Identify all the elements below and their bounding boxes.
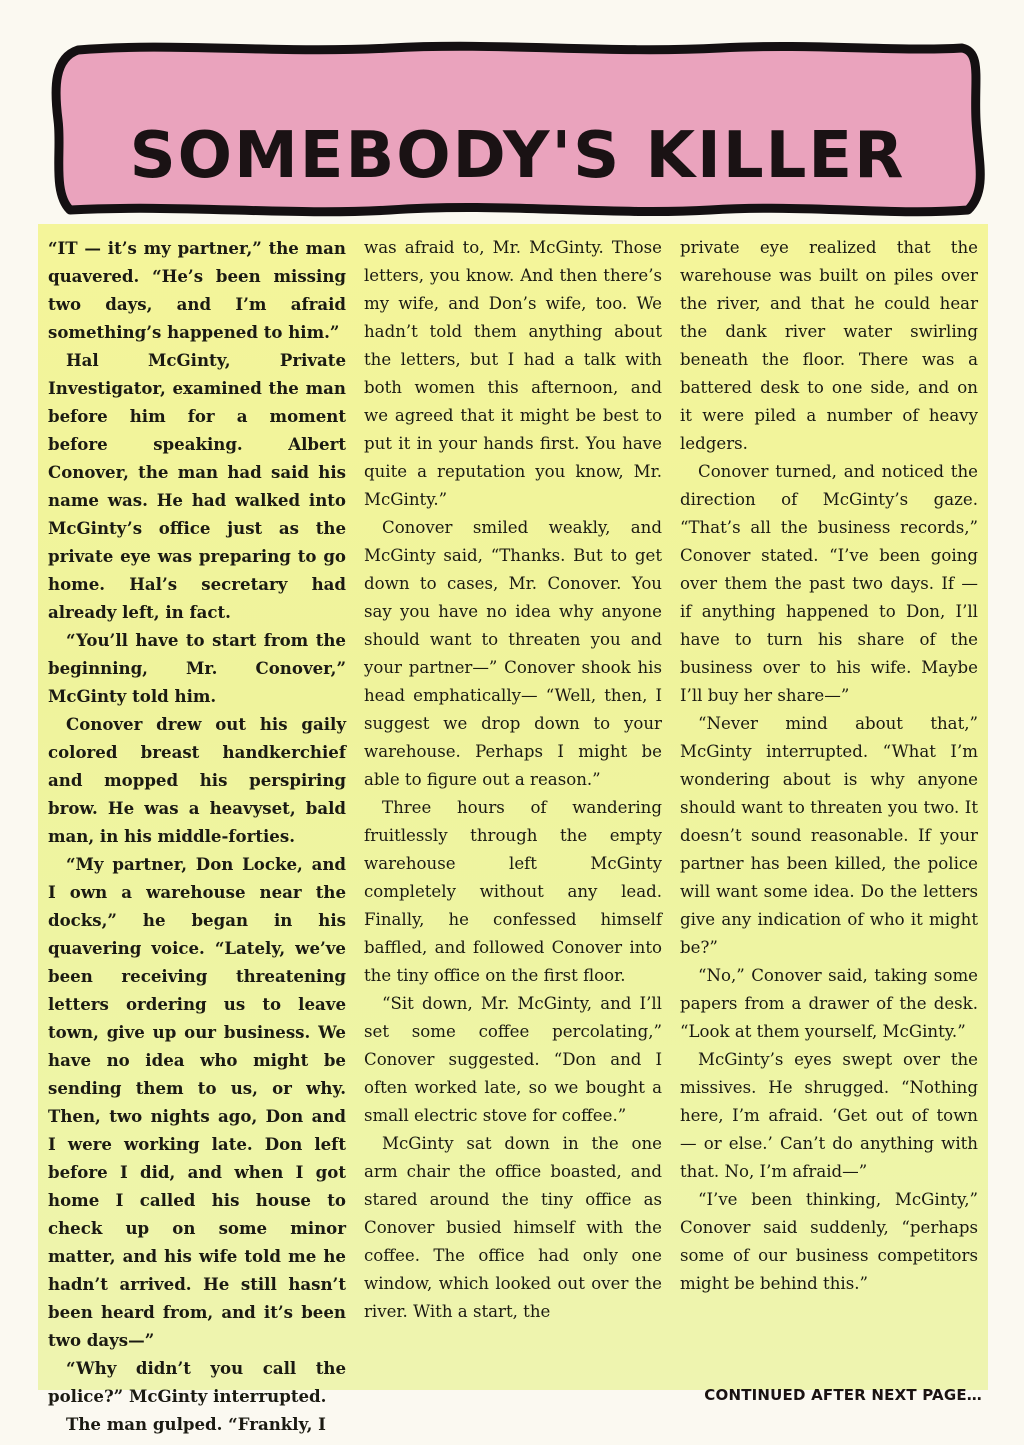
text-column-2 xyxy=(364,234,662,1390)
paragraph: Conover drew out his gaily colored breast handkerchief and mopped his perspiring brow. He was a heavyset, bald man, in his middle-forties. xyxy=(48,714,346,846)
paragraph: Conover turned, and noticed the direction of McGinty’s gaze. “That’s all the business records,” Conover stated. “I’ve been going over them the past two days. If — if anything happened to Don, I’ll have to turn his share of the business over to his wife. Maybe I’ll buy her share—” xyxy=(680,462,978,705)
text-column-1 xyxy=(48,234,346,1434)
paragraph: “You’ll have to start from the beginning, Mr. Conover,” McGinty told him. xyxy=(48,630,346,706)
paragraph: Three hours of wandering fruitlessly through the empty warehouse left McGinty completely without any lead. Finally, he confessed himself baffled, and followed Conover into the tiny office on the first floor. xyxy=(364,798,662,985)
paragraph: The man gulped. “Frankly, I xyxy=(66,1414,326,1434)
paragraph: “Sit down, Mr. McGinty, and I’ll set some coffee percolating,” Conover suggested. “Don and I often worked late, so we bought a small electric stove for coffee.” xyxy=(364,994,662,1125)
paragraph: was afraid to, Mr. McGinty. Those letters, you know. And then there’s my wife, and Don’s wife, too. We hadn’t told them anything about the letters, but I had a talk with both women this afternoon, and we agreed that it might be best to put it in your hands first. You have quite a reputation you know, Mr. McGinty.” xyxy=(364,238,662,509)
paragraph: McGinty’s eyes swept over the missives. He shrugged. “Nothing here, I’m afraid. ‘Get out of town — or else.’ Can’t do anything with that. No, I’m afraid—” xyxy=(680,1050,978,1181)
paragraph: “No,” Conover said, taking some papers from a drawer of the desk. “Look at them yourself, McGinty.” xyxy=(680,966,978,1041)
paragraph: “Never mind about that,” McGinty interrupted. “What I’m wondering about is why anyone should want to threaten you two. It doesn’t sound reasonable. If your partner has been killed, the police will want some idea. Do the letters give any indication of who it might be?” xyxy=(680,714,978,957)
title-banner xyxy=(50,40,985,220)
paragraph: Hal McGinty, Private Investigator, examined the man before him for a moment before speaking. Albert Conover, the man had said his name was. He had walked into McGinty’s office just as the private eye was preparing to go home. Hal’s secretary had already left, in fact. xyxy=(48,350,346,622)
continued-notice: CONTINUED AFTER NEXT PAGE… xyxy=(704,1386,982,1404)
paragraph: “I’ve been thinking, McGinty,” Conover said suddenly, “perhaps some of our business competitors might be behind this.” xyxy=(680,1190,978,1293)
paragraph: “My partner, Don Locke, and I own a warehouse near the docks,” he began in his quavering voice. “Lately, we’ve been receiving threatening letters ordering us to leave town, give up our business. We have no idea who might be sending them to us, or why. Then, two nights ago, Don and I were working late. Don left before I did, and when I got home I called his house to check up on some minor matter, and his wife told me he hadn’t arrived. He still hasn’t been heard from, and it’s been two days—” xyxy=(48,854,346,1350)
paragraph: “Why didn’t you call the police?” McGinty interrupted. xyxy=(48,1358,346,1406)
paragraph: “IT — it’s my partner,” the man quavered. “He’s been missing two days, and I’m afraid something’s happened to him.” xyxy=(48,238,346,342)
story-title: SOMEBODY'S KILLER xyxy=(129,119,906,193)
paragraph: private eye realized that the warehouse was built on piles over the river, and that he could hear the dank river water swirling beneath the floor. There was a battered desk to one side, and on it were piled a number of heavy ledgers. xyxy=(680,238,978,453)
paragraph: McGinty sat down in the one arm chair the office boasted, and stared around the tiny office as Conover busied himself with the coffee. The office had only one window, which looked out over the river. With a start, the xyxy=(364,1134,662,1321)
text-column-3 xyxy=(680,234,978,1390)
paragraph: Conover smiled weakly, and McGinty said, “Thanks. But to get down to cases, Mr. Conover. You say you have no idea why anyone should want to threaten you and your partner—” Conover shook his head emphatically— “Well, then, I suggest we drop down to your warehouse. Perhaps I might be able to figure out a reason.” xyxy=(364,518,662,789)
